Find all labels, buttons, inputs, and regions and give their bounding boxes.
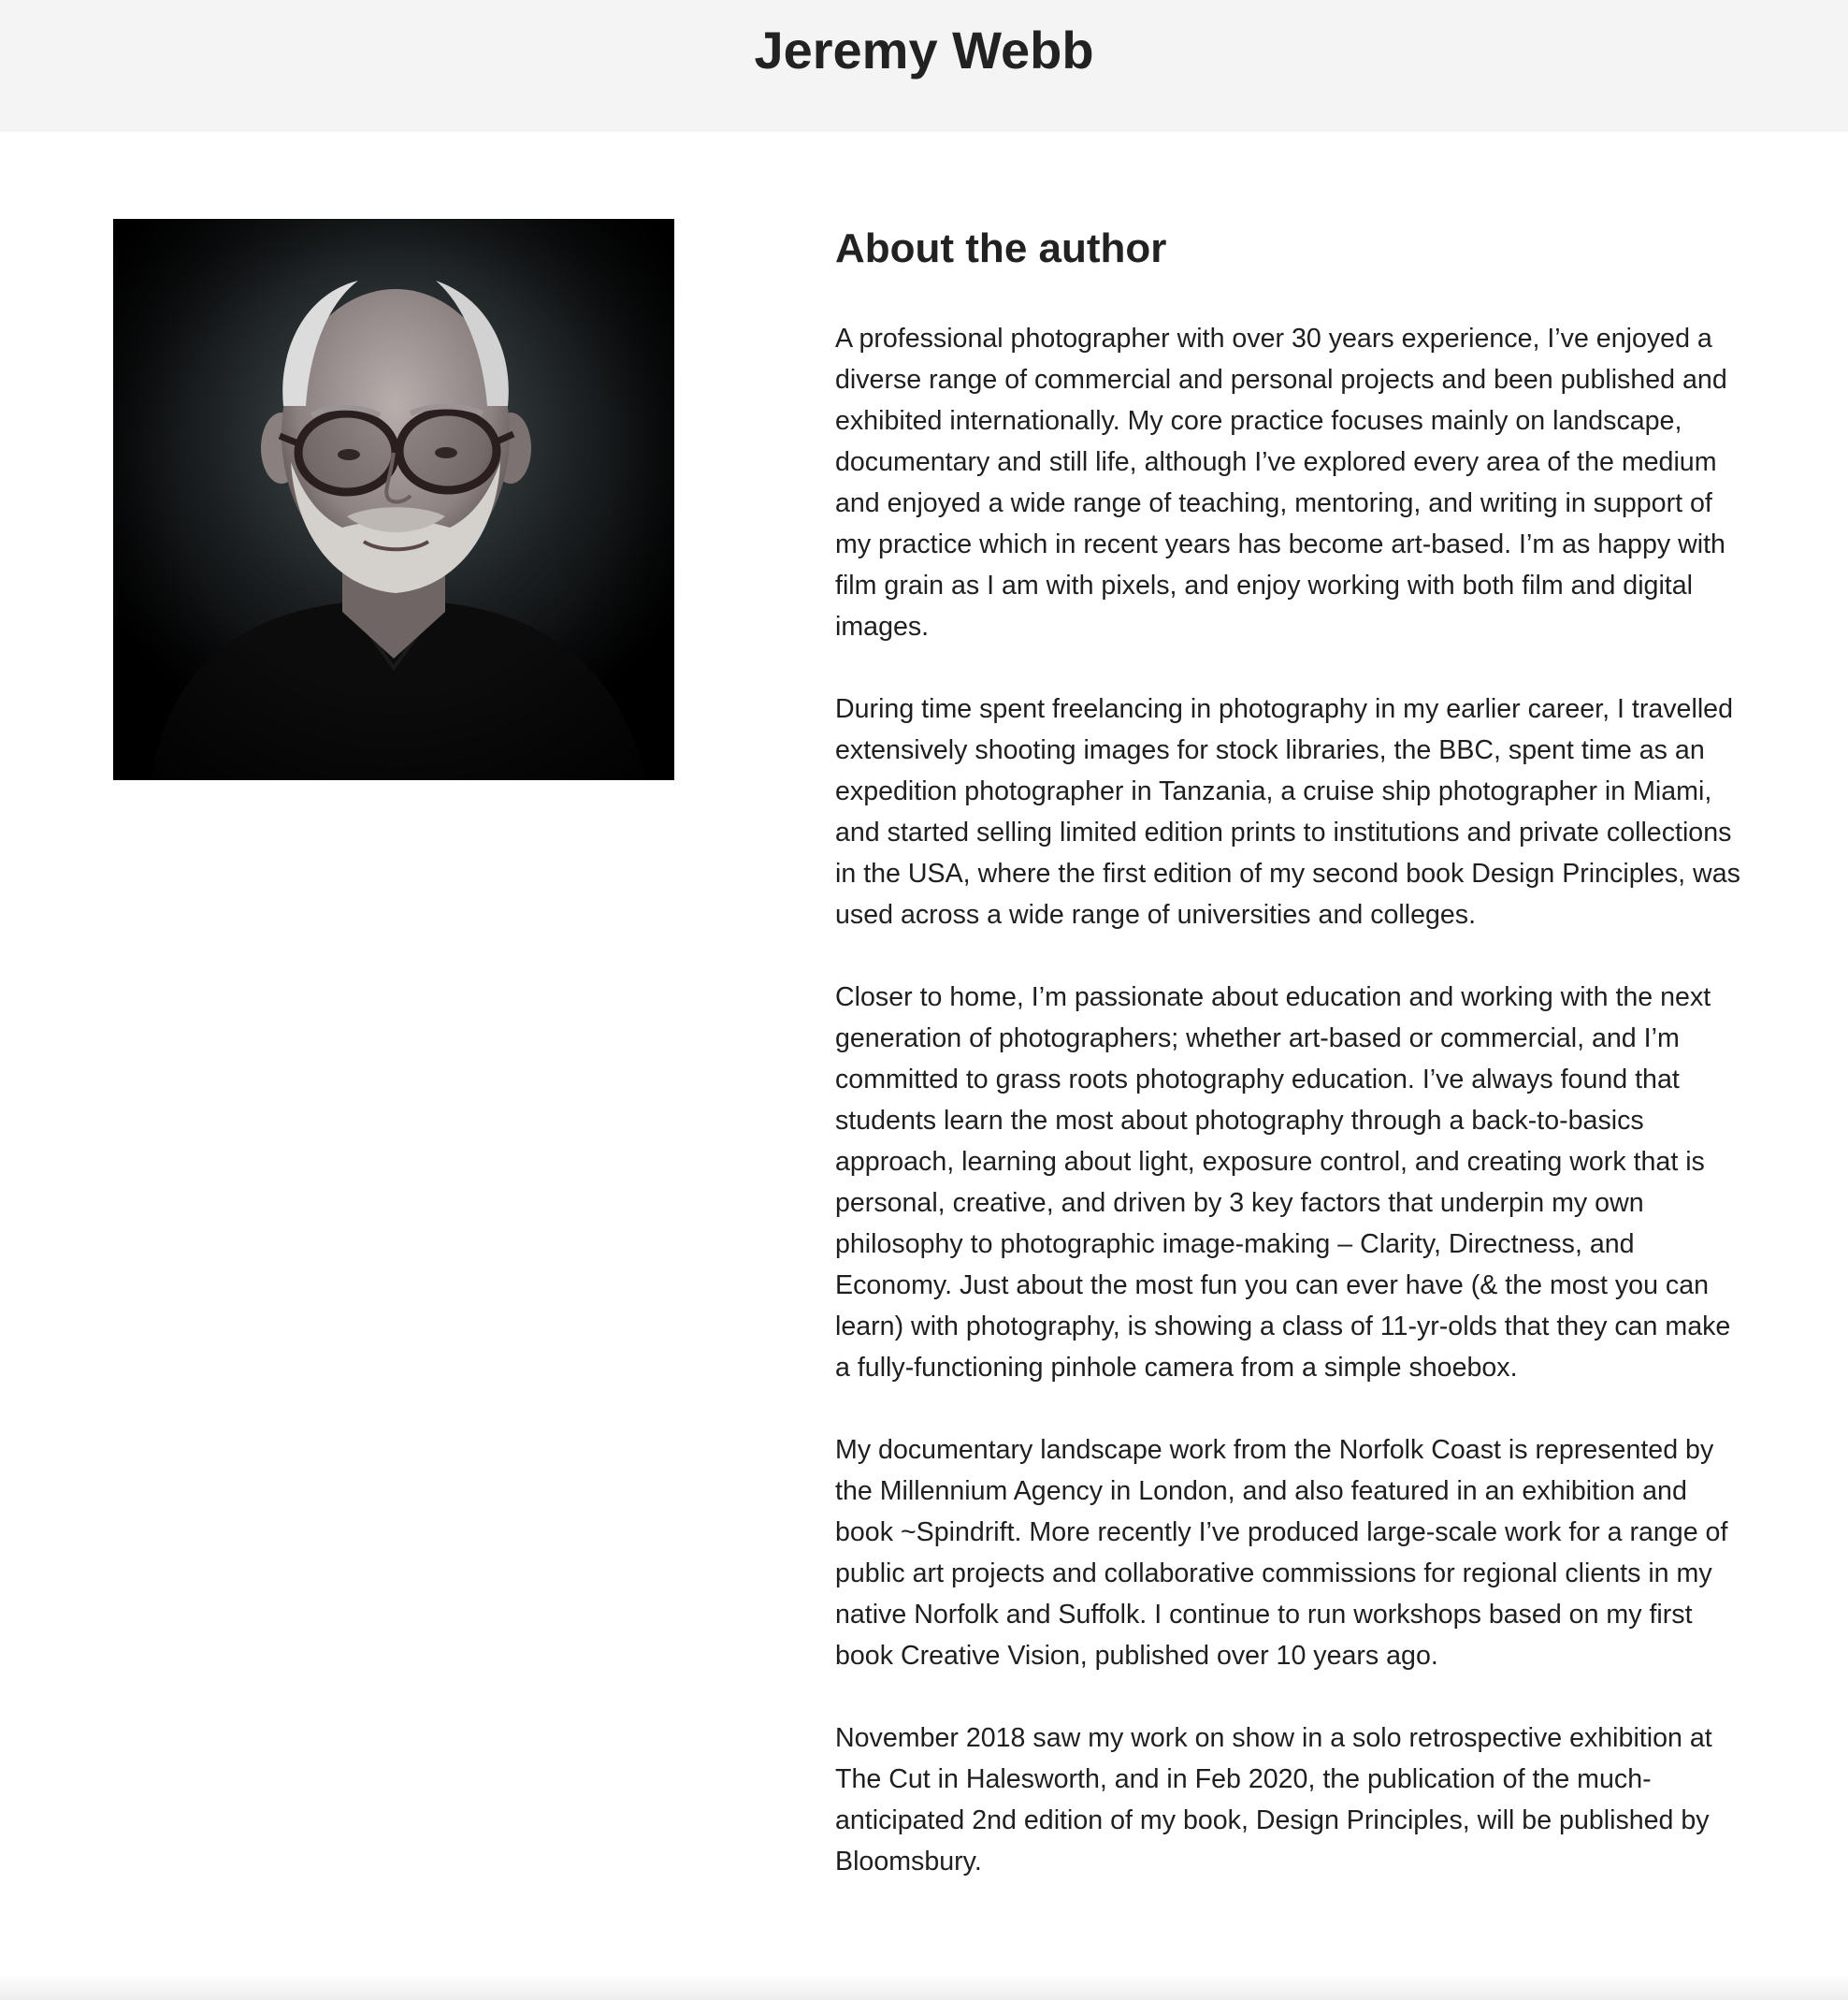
page-header xyxy=(0,0,1848,132)
about-heading: About the author xyxy=(835,225,1167,271)
about-section xyxy=(835,221,1752,1923)
bio-paragraph: During time spent freelancing in photography in my earlier career, I travelled extensively shooting images for stock libraries, the BBC, spent time as an expedition photographer in Tanzania, a cruise ship photographer in Miami, and started selling limited edition prints to institutions and private collections in the USA, where the first edition of my second book Design Principles, was used across a wide range of universities and colleges. xyxy=(835,694,1740,930)
bio-paragraph: November 2018 saw my work on show in a solo retrospective exhibition at The Cut in Halesworth, and in Feb 2020, the publication of the much-anticipated 2nd edition of my book, Design Principles, will be published by Bloomsbury. xyxy=(835,1723,1712,1877)
bottom-edge-shadow xyxy=(0,1974,1848,2000)
author-name: Jeremy Webb xyxy=(754,21,1094,80)
bio-paragraph: Closer to home, I’m passionate about education and working with the next generation of photographers; whether art-based or commercial, and I’m committed to grass roots photography education. I’ve always found that students learn the most about photography through a back-to-basics approach, learning about light, exposure control, and creating work that is personal, creative, and driven by 3 key factors that underpin my own philosophy to photographic image-making – Clarity, Directness, and Economy. Just about the most fun you can ever have (& the most you can learn) with photography, is showing a class of 11-yr-olds that they can make a fully-functioning pinhole camera from a simple shoebox. xyxy=(835,982,1731,1383)
bio-paragraph: My documentary landscape work from the Norfolk Coast is represented by the Millennium Agency in London, and also featured in an exhibition and book ~Spindrift. More recently I’ve produced large-scale work for a range of public art projects and collaborative commissions for regional clients in my native Norfolk and Suffolk. I continue to run workshops based on my first book Creative Vision, published over 10 years ago. xyxy=(835,1435,1728,1671)
author-portrait-icon xyxy=(113,219,674,780)
author-photo xyxy=(113,219,674,780)
bio-paragraph: A professional photographer with over 30 years experience, I’ve enjoyed a diverse range of commercial and personal projects and been published and exhibited internationally. My core practice focuses mainly on landscape, documentary and still life, although I’ve explored every area of the medium and enjoyed a wide range of teaching, mentoring, and writing in support of my practice which in recent years has become art-based. I’m as happy with film grain as I am with pixels, and enjoy working with both film and digital images. xyxy=(835,324,1727,642)
